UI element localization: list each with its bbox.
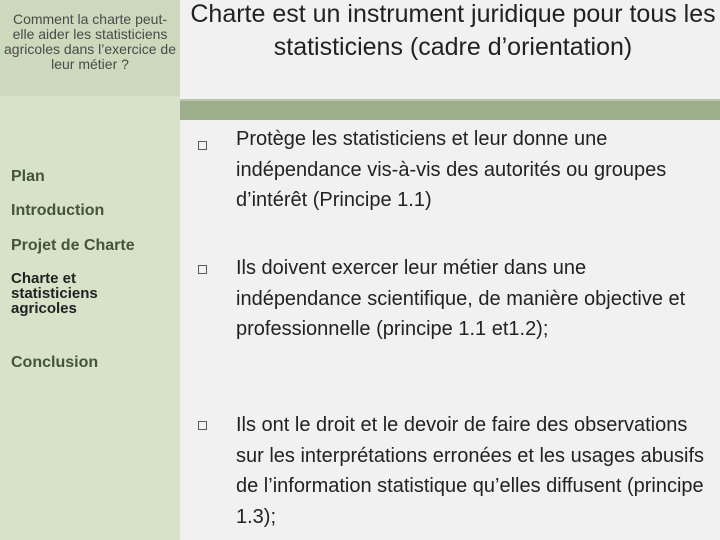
sidebar-item-charte-et-statisticiens[interactable]: Charte et statisticiens agricoles xyxy=(11,270,98,317)
bullet-text-3: Ils ont le droit et le devoir de faire des observations sur les interprétations erronées et les usages abusifs de l’information statistique qu’elles diffusent (principe 1.3); xyxy=(236,414,705,528)
bullet-text-2: Ils doivent exercer leur métier dans une indépendance scientifique, de manière objective et professionnelle (principe 1.1 et1.2); xyxy=(236,257,686,340)
square-bullet-icon xyxy=(198,141,207,150)
sidebar-header xyxy=(0,0,180,96)
slide-title: Charte est un instrument juridique pour tous les statisticiens (cadre d’orientation) xyxy=(190,0,716,61)
sidebar-item-conclusion[interactable]: Conclusion xyxy=(11,354,99,371)
bullet-text-1: Protège les statisticiens et leur donne une indépendance vis-à-vis des autorités ou groupes d’intérêt (Principe 1.1) xyxy=(236,128,667,211)
sidebar-item-projet-de-charte[interactable]: Projet de Charte xyxy=(11,237,135,254)
square-bullet-icon xyxy=(198,421,207,430)
title-divider-bar xyxy=(180,99,720,120)
sidebar-header-text: Comment la charte peut-elle aider les statisticiens agricoles dans l’exercice de leur métier ? xyxy=(4,11,176,72)
sidebar-item-plan[interactable]: Plan xyxy=(11,168,45,185)
sidebar-item-introduction[interactable]: Introduction xyxy=(11,202,105,219)
square-bullet-icon xyxy=(198,265,207,274)
